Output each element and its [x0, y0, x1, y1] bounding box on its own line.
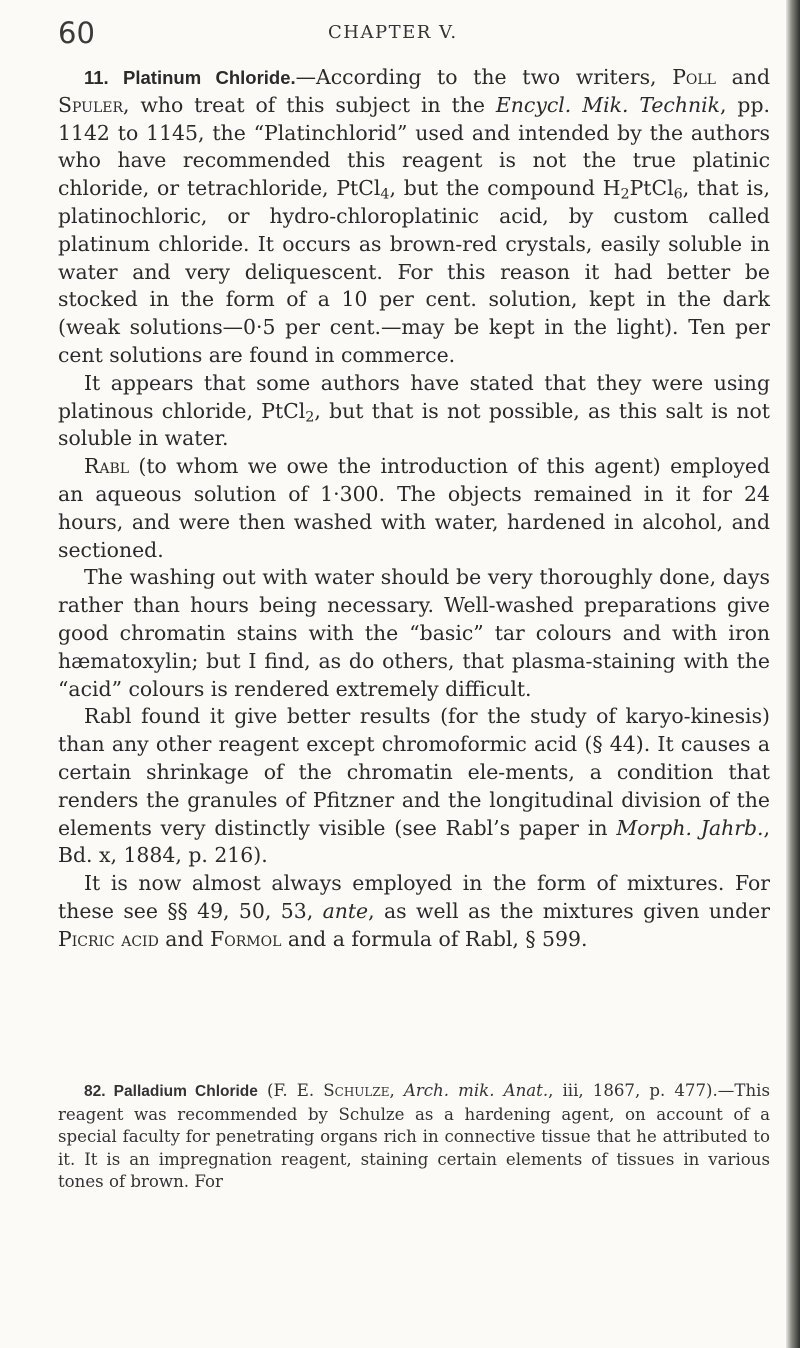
work-title: Encycl. Mik. Technik	[495, 92, 720, 117]
paragraph-washing: The washing out with water should be very thoroughly done, days rather than hours being necessary. Well-washed preparations give good chromatin stains with the “basic” tar colours and with iron hæmatoxylin; but I find, as do others, that plasma-staining with the “acid” colours is rendered extremely difficult.	[58, 565, 770, 701]
paragraph-platinous-chloride: It appears that some authors have stated that they were using platinous chloride, PtCl$_2$, but that is not possible, as this salt is not soluble in water.	[58, 370, 770, 451]
paragraph-rabl-results: Rabl found it give better results (for the study of karyo-kinesis) than any other reagent except chromoformic acid (§ 44). It causes a certain shrinkage of the chromatin ele-ments, a condition that renders the granules of Pfitzner and the longitudinal division of the elements very distinctly visible (see Rabl’s paper in Morph. Jahrb., Bd. x, 1884, p. 216).	[58, 704, 771, 868]
author-name: Poll	[672, 65, 716, 89]
paragraph-palladium-chloride: 82. Palladium Chloride (F. E. Schulze, Arch. mik. Anat., iii, 1867, p. 477).—This reagent was recommended by Schulze as a hardening agent, on account of a special faculty for penetrating organs rich in connective tissue that he attributed to it. It is an impregnation reagent, staining certain elements of tissues in various tones of brown. For	[58, 1081, 770, 1192]
work-title: Arch. mik. Anat.	[403, 1081, 549, 1100]
paragraph-rabl-method: Rabl (to whom we owe the introduction of this agent) employed an aqueous solution of 1·300. The objects remained in it for 24 hours, and were then washed with water, hardened in alcohol, and sectioned.	[58, 454, 770, 562]
paragraph-platinum-chloride: 11. Platinum Chloride.—According to the two writers, Poll and Spuler, who treat of this subject in the Encycl. Mik. Technik, pp. 1142 to 1145, the “Platinchlorid” used and intended by the authors who have recommended this reagent is not the true platinic chloride, or tetrachloride, PtCl$_4$, but the compound $H_2PtCl_6$, that is, platinochloric, or hydro-chloroplatinic acid, by custom called platinum chloride. It occurs as brown-red crystals, easily soluble in water and very deliquescent. For this reason it had better be stocked in the form of a 10 per cent. solution, kept in the dark (weak solutions—0·5 per cent.—may be kept in the light). Ten per cent solutions are found in commerce.	[58, 65, 770, 367]
section-heading-platinum-chloride: 11. Platinum Chloride.	[84, 67, 296, 88]
page-number: 60	[58, 16, 95, 50]
paragraph-mixtures: It is now almost always employed in the form of mixtures. For these see §§ 49, 50, 53, ante, as well as the mixtures given under Picric acid and Formol and a formula of Rabl, § 599.	[58, 871, 770, 951]
page-binding-edge	[786, 0, 800, 1348]
cross-reference: Formol	[210, 926, 282, 951]
author-name: Schulze	[323, 1081, 390, 1100]
running-head	[58, 16, 758, 56]
section-heading-palladium-chloride: 82. Palladium Chloride	[84, 1083, 258, 1100]
small-print-text	[58, 1080, 770, 1194]
main-text	[58, 64, 770, 954]
chapter-title: CHAPTER V.	[328, 22, 458, 43]
work-title: Morph. Jahrb.	[616, 815, 764, 840]
cross-reference: Picric acid	[58, 926, 159, 951]
author-name: Rabl	[84, 454, 130, 479]
author-name: Spuler	[58, 92, 123, 117]
